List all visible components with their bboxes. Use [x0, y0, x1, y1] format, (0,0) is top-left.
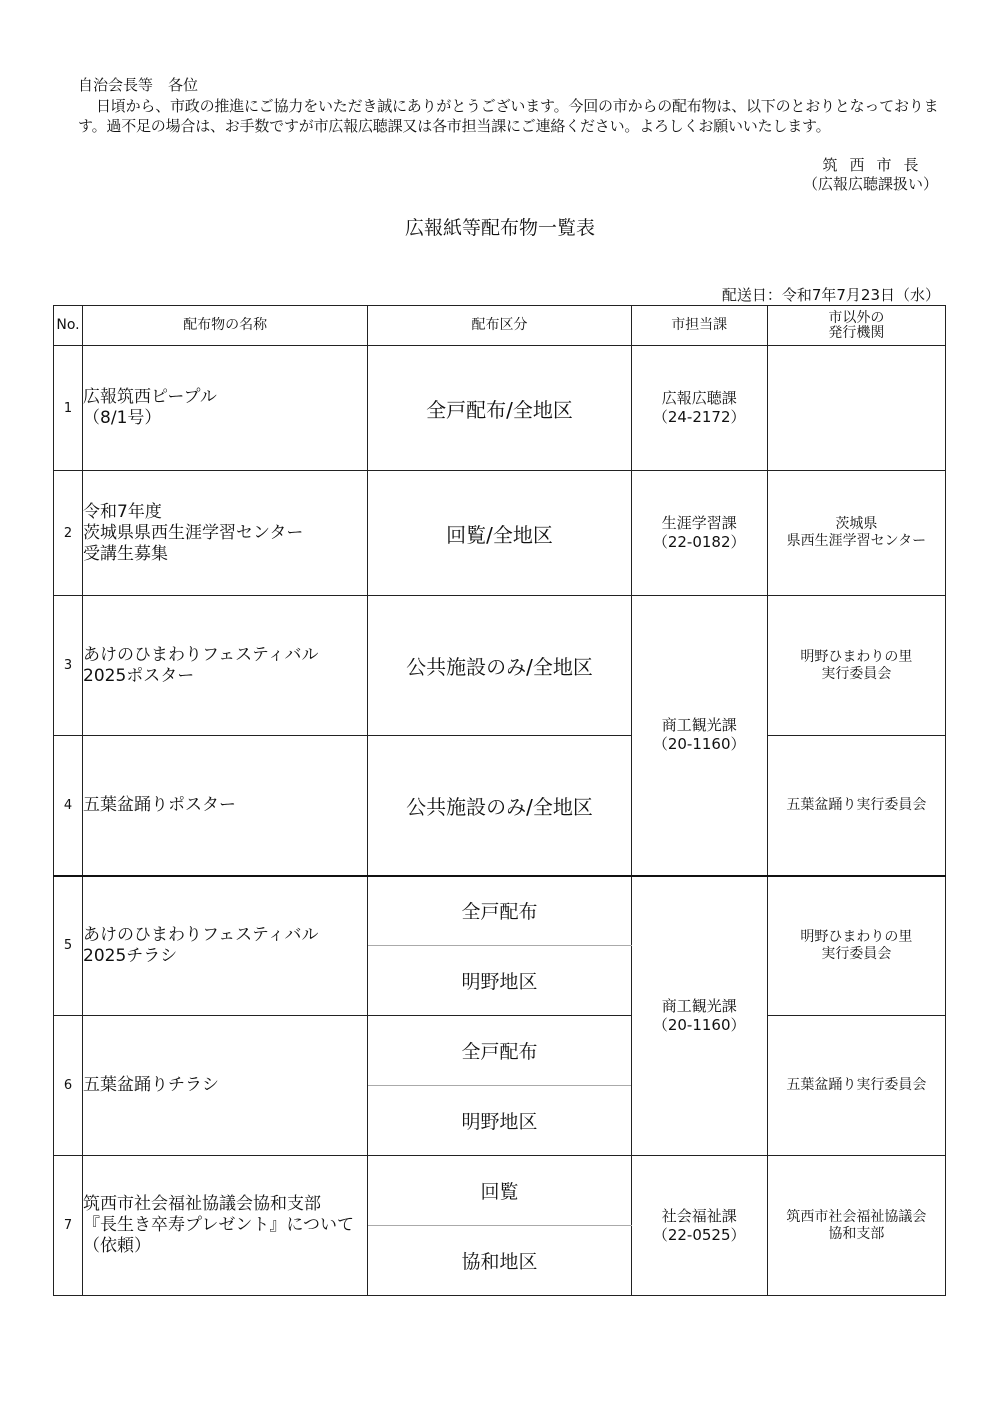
- item-name: [83, 596, 368, 736]
- org-line: 五葉盆踊り実行委員会: [786, 796, 927, 813]
- sender-name: 筑西市長: [822, 156, 931, 174]
- table-row: [54, 596, 946, 736]
- header-org: [767, 306, 945, 346]
- item-name-line: 広報筑西ピープル: [83, 387, 217, 407]
- issuing-org: [767, 471, 945, 596]
- item-name-line: 受講生募集: [83, 543, 169, 564]
- distribution-division-bottom: 協和地区: [368, 1226, 631, 1296]
- header-name: 配布物の名称: [83, 306, 368, 346]
- intro-paragraph: 日頃から、市政の推進にご協力をいただき誠にありがとうございます。今回の市からの配布物は、以下のとおりとなっております。過不足の場合は、お手数ですが市広報広聴課又は各市担当課にご連絡ください。よろしくお願いいたします。: [78, 97, 939, 135]
- distribution-division-top: 全戸配布: [368, 876, 631, 946]
- dept-line: 生涯学習課: [661, 514, 737, 532]
- row-no: 1: [54, 346, 83, 471]
- dept-line: （22-0182）: [652, 533, 746, 551]
- issuing-org: [767, 596, 945, 736]
- item-name-line: 五葉盆踊りチラシ: [83, 1075, 220, 1095]
- distribution-division: 回覧/全地区: [368, 471, 631, 596]
- item-name-line: 茨城県県西生涯学習センター: [83, 522, 304, 543]
- sender-dept: （広報広聴課扱い）: [802, 175, 938, 193]
- item-name: [83, 876, 368, 1016]
- distribution-division: 公共施設のみ/全地区: [368, 736, 631, 876]
- dept-line: 社会福祉課: [661, 1206, 737, 1225]
- item-name: [83, 1156, 368, 1296]
- header-division: 配布区分: [368, 306, 631, 346]
- org-line: 茨城県: [835, 516, 878, 532]
- responsible-dept: [631, 876, 767, 1156]
- table-row: [54, 1156, 946, 1226]
- item-name-line: （8/1号）: [83, 408, 162, 428]
- sender-block: [803, 156, 938, 194]
- dept-line: （22-0525）: [652, 1225, 746, 1244]
- item-name-line: 五葉盆踊りポスター: [83, 794, 237, 815]
- item-name-line: 2025チラシ: [83, 945, 178, 966]
- header-org-line: 発行機関: [828, 324, 885, 341]
- distribution-division-bottom: 明野地区: [368, 946, 631, 1016]
- table-row: [54, 1016, 946, 1086]
- addressee: 自治会長等 各位: [78, 76, 199, 94]
- dept-line: （20-1160）: [652, 1015, 746, 1034]
- responsible-dept: [631, 1156, 767, 1296]
- table-row: [54, 736, 946, 876]
- distribution-division-top: 回覧: [368, 1156, 631, 1226]
- item-name-line: あけのひまわりフェスティバル: [83, 924, 319, 945]
- distribution-table: [53, 305, 946, 1296]
- document-title: 広報紙等配布物一覧表: [404, 217, 595, 239]
- dept-line: 商工観光課: [661, 996, 737, 1015]
- table-row: [54, 876, 946, 946]
- row-no: 4: [54, 736, 83, 876]
- item-name-line: 『長生き卒寿プレゼント』について: [83, 1215, 355, 1235]
- org-line: 筑西市社会福祉協議会: [786, 1208, 927, 1225]
- org-line: 明野ひまわりの里: [800, 928, 913, 945]
- org-line: 県西生涯学習センター: [786, 533, 927, 549]
- responsible-dept: [631, 596, 767, 876]
- row-no: 2: [54, 471, 83, 596]
- item-name: [83, 346, 368, 471]
- issuing-org: [767, 346, 945, 471]
- item-name-line: 2025ポスター: [83, 665, 195, 686]
- org-line: 協和支部: [828, 1225, 885, 1242]
- row-no: 5: [54, 876, 83, 1016]
- issuing-org: [767, 876, 945, 1016]
- shipping-date: 配送日：令和7年7月23日（水）: [721, 286, 940, 304]
- item-name-line: （依頼）: [83, 1236, 152, 1256]
- issuing-org: [767, 1016, 945, 1156]
- item-name-line: 筑西市社会福祉協議会協和支部: [83, 1194, 322, 1214]
- responsible-dept: [631, 471, 767, 596]
- item-name: [83, 736, 368, 876]
- distribution-division-top: 全戸配布: [368, 1016, 631, 1086]
- table-row: [54, 346, 946, 471]
- header-no: No.: [54, 306, 83, 346]
- dept-line: （24-2172）: [652, 408, 746, 426]
- table-row: [54, 471, 946, 596]
- org-line: 実行委員会: [821, 665, 892, 682]
- responsible-dept: [631, 346, 767, 471]
- row-no: 6: [54, 1016, 83, 1156]
- org-line: 五葉盆踊り実行委員会: [786, 1077, 927, 1093]
- issuing-org: [767, 736, 945, 876]
- header-org-line: 市以外の: [828, 309, 885, 326]
- item-name-line: あけのひまわりフェスティバル: [83, 644, 319, 665]
- row-no: 3: [54, 596, 83, 736]
- item-name-line: 令和7年度: [83, 501, 162, 522]
- item-name: [83, 1016, 368, 1156]
- issuing-org: [767, 1156, 945, 1296]
- distribution-division: 公共施設のみ/全地区: [368, 596, 631, 736]
- row-no: 7: [54, 1156, 83, 1296]
- distribution-division: 全戸配布/全地区: [368, 346, 631, 471]
- header-dept: 市担当課: [631, 306, 767, 346]
- item-name: [83, 471, 368, 596]
- dept-line: （20-1160）: [652, 735, 746, 754]
- dept-line: 商工観光課: [661, 716, 737, 735]
- dept-line: 広報広聴課: [661, 389, 737, 407]
- distribution-division-bottom: 明野地区: [368, 1086, 631, 1156]
- org-line: 実行委員会: [821, 945, 892, 962]
- org-line: 明野ひまわりの里: [800, 648, 913, 665]
